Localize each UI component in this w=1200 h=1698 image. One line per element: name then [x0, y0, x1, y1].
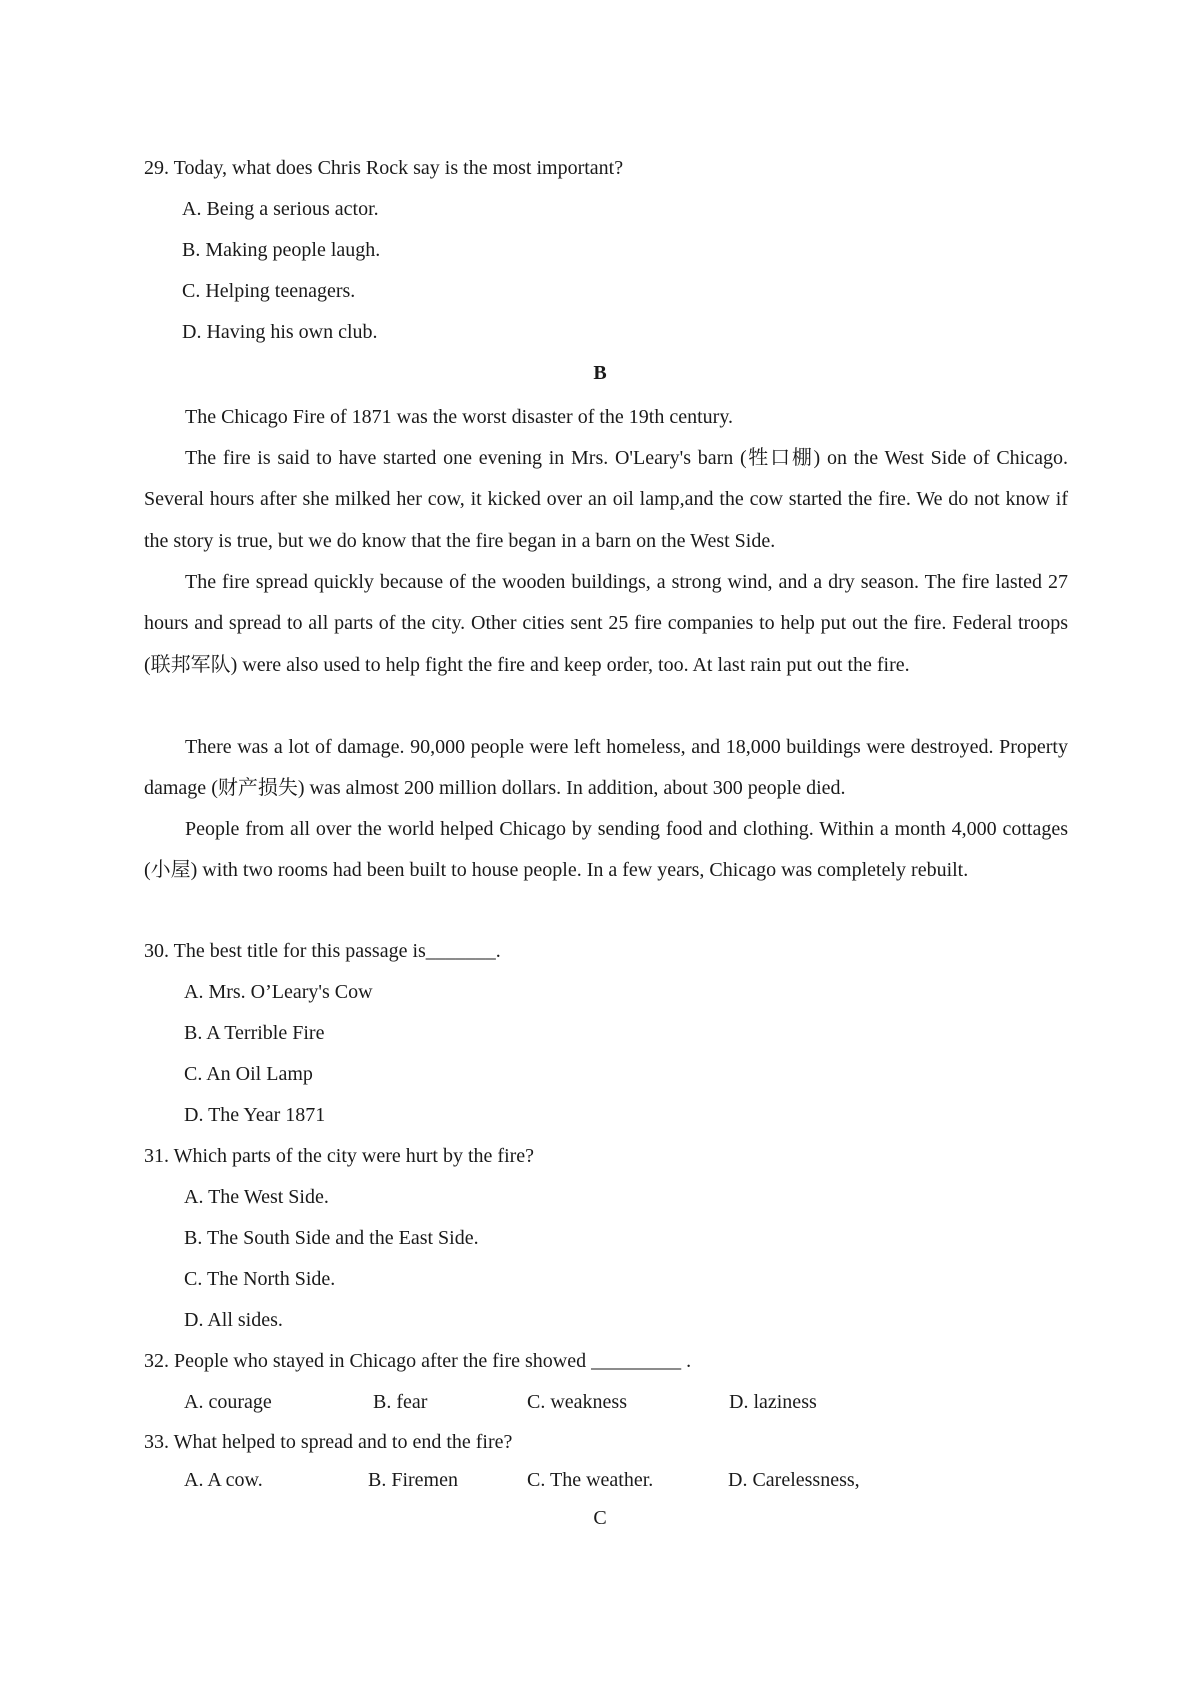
passage-b-paragraph-1: The Chicago Fire of 1871 was the worst disaster of the 19th century.	[185, 406, 734, 428]
q29-option-a: A. Being a serious actor.	[182, 198, 379, 220]
passage-b-paragraph-2: The fire is said to have started one evening in Mrs. O'Leary's barn (牲口棚) on the West Side of Chicago. Several hours after she milked her cow, it kicked over an oil lamp,and the cow started the fire. We do not know if the story is true, but we do know that the fire began in a barn on the West Side.	[144, 447, 1068, 552]
q32-option-b: B. fear	[373, 1391, 428, 1413]
q30-option-b: B. A Terrible Fire	[184, 1022, 325, 1044]
q30-option-c: C. An Oil Lamp	[184, 1063, 313, 1085]
q30-option-d: D. The Year 1871	[184, 1104, 326, 1126]
q29-option-c: C. Helping teenagers.	[182, 280, 356, 302]
q31-option-d: D. All sides.	[184, 1309, 283, 1331]
q33-option-c: C. The weather.	[527, 1469, 654, 1491]
passage-b-paragraph-4: There was a lot of damage. 90,000 people were left homeless, and 18,000 buildings were destroyed. Property damage (财产损失) was almost 200 million dollars. In addition, about 300 people died.	[144, 736, 1068, 800]
q29-option-d: D. Having his own club.	[182, 321, 378, 343]
passage-b-paragraph-3: The fire spread quickly because of the wooden buildings, a strong wind, and a dry season. The fire lasted 27 hours and spread to all parts of the city. Other cities sent 25 fire companies to help put out the fire. Federal troops (联邦军队) were also used to help fight the fire and keep order, too. At last rain put out the fire.	[144, 571, 1068, 676]
q30-option-a: A. Mrs. O’Leary's Cow	[184, 981, 373, 1003]
question-33: 33. What helped to spread and to end the fire?	[144, 1431, 513, 1453]
q31-option-c: C. The North Side.	[184, 1268, 336, 1290]
q31-option-b: B. The South Side and the East Side.	[184, 1227, 479, 1249]
q32-option-a: A. courage	[184, 1391, 272, 1413]
section-c-heading: C	[593, 1507, 607, 1529]
q32-option-c: C. weakness	[527, 1391, 627, 1413]
question-32: 32. People who stayed in Chicago after the fire showed _________ .	[144, 1350, 692, 1372]
q33-option-d: D. Carelessness,	[728, 1469, 860, 1491]
question-31: 31. Which parts of the city were hurt by the fire?	[144, 1145, 535, 1167]
section-b-heading: B	[593, 362, 607, 384]
q29-option-b: B. Making people laugh.	[182, 239, 381, 261]
question-29: 29. Today, what does Chris Rock say is the most important?	[144, 157, 624, 179]
q31-option-a: A. The West Side.	[184, 1186, 329, 1208]
passage-b-paragraph-5: People from all over the world helped Chicago by sending food and clothing. Within a month 4,000 cottages (小屋) with two rooms had been built to house people. In a few years, Chicago was completely rebuilt.	[144, 818, 1068, 882]
q32-option-d: D. laziness	[729, 1391, 817, 1413]
q33-option-b: B. Firemen	[368, 1469, 458, 1491]
q33-option-a: A. A cow.	[184, 1469, 263, 1491]
question-30: 30. The best title for this passage is_______.	[144, 940, 501, 962]
